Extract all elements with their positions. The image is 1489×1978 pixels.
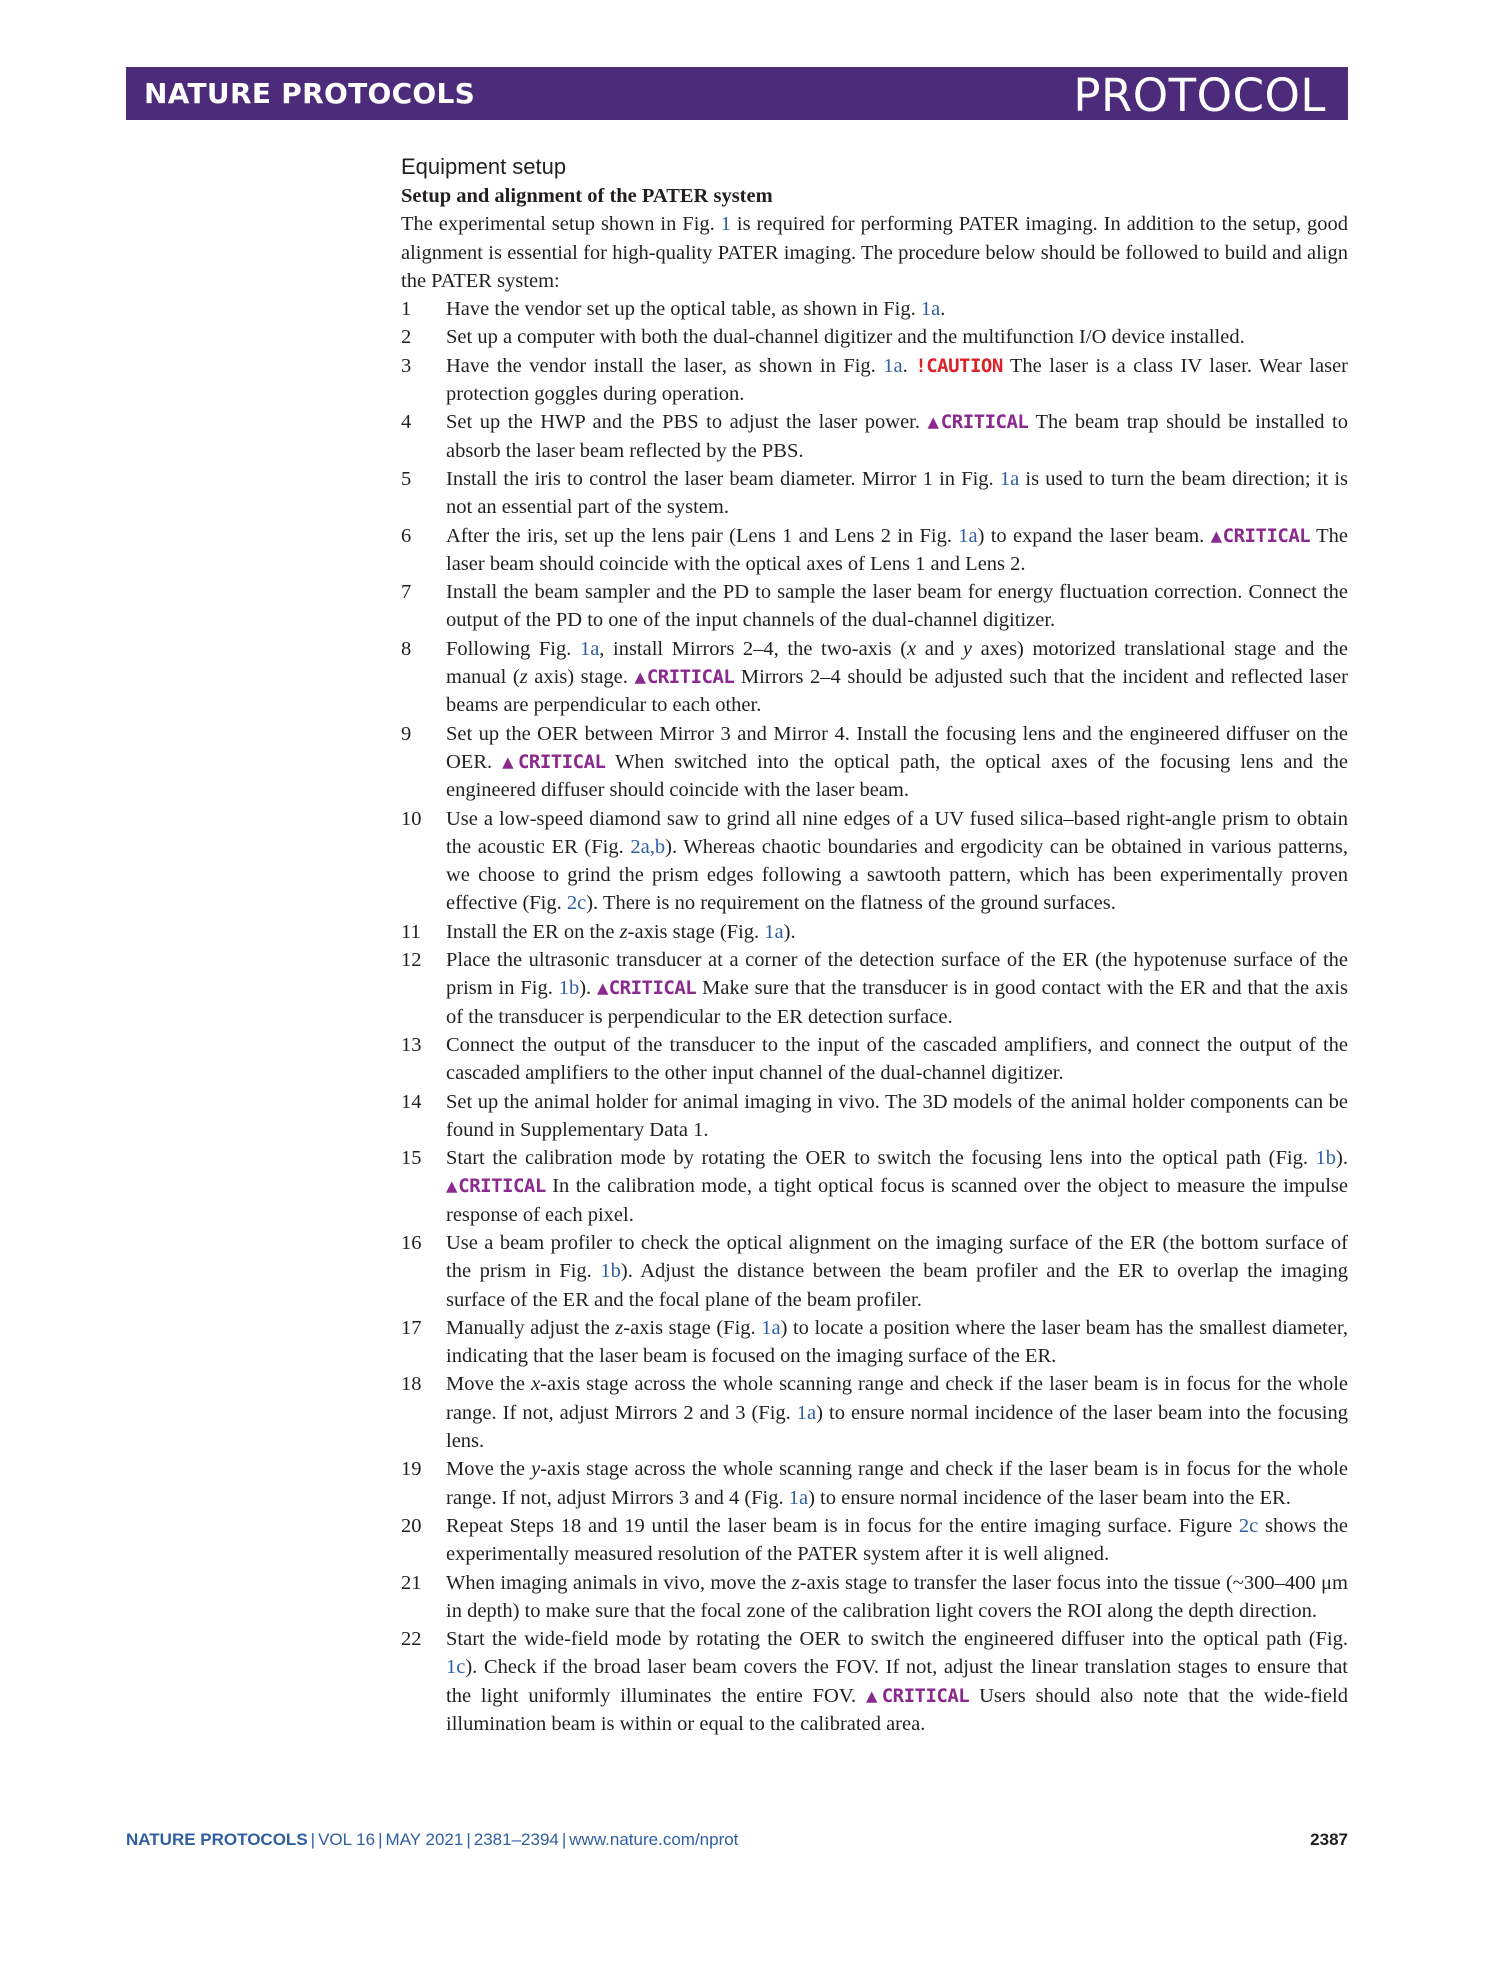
step-text: -axis stage across the whole scanning range and check if the laser beam is in focus for the whole range. If not, adjust Mirrors 3 and 4 (Fig. bbox=[446, 1458, 1348, 1509]
figure-link[interactable]: 1b bbox=[600, 1260, 621, 1283]
journal-banner bbox=[126, 67, 1348, 120]
step-6 bbox=[401, 522, 1348, 579]
step-text: ) to locate a position where the laser beam has the smallest diameter, indicating that the laser beam is focused on the imaging surface of the ER. bbox=[446, 1316, 1348, 1368]
step-text: When switched into the optical path, the optical axes of the focusing lens and the engineered diffuser should coincide with the laser beam. bbox=[446, 750, 1349, 802]
step-text: Have the vendor set up the optical table, as shown in Fig. bbox=[446, 298, 921, 321]
step-11 bbox=[401, 918, 1348, 946]
step-text: axis) stage. bbox=[527, 666, 635, 689]
footer-separator: | bbox=[466, 1830, 471, 1849]
critical-flag: ▲CRITICAL bbox=[1210, 524, 1311, 547]
step-text: When imaging animals in vivo, move the bbox=[446, 1571, 792, 1594]
step-text: The beam trap should be installed to absorb the laser beam reflected by the PBS. bbox=[446, 411, 1348, 462]
step-text: Users should also note that the wide-field illumination beam is within or equal to the calibrated area. bbox=[446, 1684, 1349, 1736]
step-text: ) to ensure normal incidence of the laser beam into the ER. bbox=[808, 1486, 1291, 1509]
step-number: 9 bbox=[401, 722, 412, 745]
step-20 bbox=[401, 1512, 1348, 1569]
step-16 bbox=[401, 1229, 1348, 1314]
critical-flag: ▲CRITICAL bbox=[634, 666, 735, 689]
axis-variable: y bbox=[531, 1458, 541, 1481]
step-text: Install the ER on the bbox=[446, 920, 620, 943]
step-text: The laser is a class IV laser. Wear laser protection goggles during operation. bbox=[446, 354, 1348, 406]
step-13 bbox=[401, 1031, 1348, 1088]
step-1 bbox=[401, 295, 1348, 323]
footer-url-link[interactable]: www.nature.com/nprot bbox=[569, 1830, 739, 1849]
footer-separator: | bbox=[310, 1830, 316, 1849]
step-number: 10 bbox=[401, 807, 422, 830]
step-3 bbox=[401, 352, 1348, 409]
step-9 bbox=[401, 720, 1348, 805]
figure-link[interactable]: 2c bbox=[1238, 1514, 1259, 1537]
main-content bbox=[401, 150, 1348, 1738]
figure-link[interactable]: 1b bbox=[558, 977, 580, 1000]
step-number: 7 bbox=[401, 581, 412, 604]
step-18 bbox=[401, 1370, 1348, 1455]
step-text: In the calibration mode, a tight optical focus is scanned over the object to measure the impulse response of each pixel. bbox=[446, 1175, 1348, 1226]
step-15 bbox=[401, 1144, 1348, 1229]
footer-separator: | bbox=[378, 1830, 383, 1849]
step-text: . bbox=[940, 298, 946, 321]
critical-flag: ▲CRITICAL bbox=[502, 750, 606, 773]
step-2 bbox=[401, 323, 1348, 351]
axis-variable: z bbox=[615, 1316, 624, 1339]
step-text: -axis stage (Fig. bbox=[627, 920, 765, 943]
figure-link[interactable]: 1a bbox=[883, 354, 903, 377]
step-text: Start the wide-field mode by rotating the OER to switch the engineered diffuser into the optical path (Fig. bbox=[446, 1628, 1348, 1651]
step-text: -axis stage (Fig. bbox=[623, 1316, 762, 1339]
step-text: Connect the output of the transducer to the input of the cascaded amplifiers, and connect the output of the cascaded amplifiers to the other input channel of the dual-channel digitizer. bbox=[446, 1033, 1348, 1085]
step-text: Use a beam profiler to check the optical alignment on the imaging surface of the ER (the bottom surface of the prism in Fig. bbox=[446, 1231, 1348, 1283]
step-text: and bbox=[916, 637, 963, 660]
step-number: 1 bbox=[401, 298, 412, 321]
step-text: ). bbox=[579, 977, 598, 1000]
page-footer bbox=[126, 1830, 1348, 1850]
step-10 bbox=[401, 805, 1348, 918]
axis-variable: y bbox=[962, 637, 973, 660]
article-type: PROTOCOL bbox=[1073, 69, 1326, 122]
footer-pages: 2381–2394 bbox=[473, 1830, 559, 1849]
step-text: Install the iris to control the laser beam diameter. Mirror 1 in Fig. bbox=[446, 467, 1000, 490]
step-number: 2 bbox=[401, 326, 412, 349]
journal-name: NATURE PROTOCOLS bbox=[144, 77, 476, 110]
step-number: 16 bbox=[401, 1231, 422, 1254]
intro-text: The experimental setup shown in Fig. bbox=[401, 213, 721, 236]
figure-link[interactable]: 1c bbox=[446, 1656, 466, 1679]
step-text: Set up the OER between Mirror 3 and Mirror 4. Install the focusing lens and the engineered diffuser on the OER. bbox=[446, 722, 1348, 773]
page-number: 2387 bbox=[1310, 1830, 1348, 1849]
step-number: 15 bbox=[401, 1147, 422, 1170]
step-number: 4 bbox=[401, 411, 412, 434]
footer-volume: VOL 16 bbox=[318, 1830, 376, 1849]
step-number: 6 bbox=[401, 524, 412, 547]
step-12 bbox=[401, 946, 1348, 1031]
figure-link[interactable]: 1a bbox=[579, 637, 600, 660]
step-22 bbox=[401, 1625, 1348, 1738]
step-text: After the iris, set up the lens pair (Lens 1 and Lens 2 in Fig. bbox=[446, 524, 959, 547]
step-text: ) to expand the laser beam. bbox=[977, 524, 1211, 547]
axis-variable: z bbox=[619, 920, 628, 943]
step-text: ). Check if the broad laser beam covers the FOV. If not, adjust the linear translation stages to ensure that the light uniformly illuminates the entire FOV. bbox=[446, 1656, 1348, 1707]
step-number: 18 bbox=[401, 1373, 422, 1396]
intro-paragraph bbox=[401, 210, 1348, 295]
step-text: , install Mirrors 2–4, the two-axis ( bbox=[599, 637, 908, 660]
critical-flag: ▲CRITICAL bbox=[927, 411, 1029, 434]
step-text: Make sure that the transducer is in good contact with the ER and that the axis of the transducer is perpendicular to the ER detection surface. bbox=[446, 977, 1349, 1028]
step-4 bbox=[401, 408, 1348, 465]
step-8 bbox=[401, 635, 1348, 720]
footer-separator: | bbox=[561, 1830, 567, 1849]
critical-flag: ▲CRITICAL bbox=[597, 977, 697, 1000]
step-17 bbox=[401, 1314, 1348, 1371]
step-text: ). Whereas chaotic boundaries and ergodicity can be obtained in various patterns, we choose to grind the prism edges following a sawtooth pattern, which has been experimentally proven effective (Fig. bbox=[446, 835, 1348, 915]
axis-variable: z bbox=[791, 1571, 800, 1594]
caution-flag: !CAUTION bbox=[915, 354, 1003, 377]
step-text: Mirrors 2–4 should be adjusted such that the incident and reflected laser beams are perpendicular to each other. bbox=[446, 666, 1348, 717]
figure-link[interactable]: 1a bbox=[764, 920, 784, 943]
step-text: ). bbox=[1336, 1147, 1348, 1170]
footer-journal: NATURE PROTOCOLS bbox=[126, 1830, 308, 1849]
step-text: ). bbox=[783, 920, 796, 943]
step-text: ). Adjust the distance between the beam profiler and the ER to overlap the imaging surface of the ER and the focal plane of the beam profiler. bbox=[446, 1260, 1348, 1311]
step-number: 8 bbox=[401, 637, 412, 660]
step-number: 14 bbox=[401, 1090, 422, 1113]
step-number: 22 bbox=[401, 1628, 422, 1651]
step-text: . bbox=[902, 354, 916, 377]
section-title: Equipment setup bbox=[401, 154, 567, 179]
step-text: Move the bbox=[446, 1458, 532, 1481]
step-number: 13 bbox=[401, 1033, 422, 1056]
step-number: 11 bbox=[401, 920, 421, 943]
step-number: 5 bbox=[401, 467, 412, 490]
critical-flag: ▲CRITICAL bbox=[866, 1684, 970, 1707]
axis-variable: z bbox=[519, 666, 528, 689]
figure-link[interactable]: 1b bbox=[1315, 1147, 1337, 1170]
intro-text: is required for performing PATER imaging. In addition to the setup, good alignment is essential for high-quality PATER imaging. The procedure below should be followed to build and align the PATER system: bbox=[401, 213, 1348, 292]
figure-link[interactable]: 1a bbox=[788, 1486, 809, 1509]
step-text: Set up the HWP and the PBS to adjust the laser power. bbox=[446, 411, 928, 434]
step-5 bbox=[401, 465, 1348, 522]
figure-link[interactable]: 2c bbox=[566, 892, 587, 915]
figure-link[interactable]: 1a bbox=[761, 1316, 781, 1339]
step-number: 21 bbox=[401, 1571, 422, 1594]
step-text: axes) motorized translational stage and the manual ( bbox=[446, 637, 1348, 689]
figure-link[interactable]: 1a bbox=[920, 298, 941, 321]
step-text: Have the vendor install the laser, as shown in Fig. bbox=[446, 354, 884, 377]
step-21 bbox=[401, 1569, 1348, 1626]
step-text: Use a low-speed diamond saw to grind all nine edges of a UV fused silica–based right-angle prism to obtain the acoustic ER (Fig. bbox=[446, 807, 1348, 858]
step-text: Install the beam sampler and the PD to sample the laser beam for energy fluctuation correction. Connect the output of the PD to one of the input channels of the dual-channel digitizer. bbox=[446, 581, 1348, 632]
step-text: Move the bbox=[446, 1373, 532, 1396]
step-text: -axis stage across the whole scanning range and check if the laser beam is in focus for the whole range. If not, adjust Mirrors 2 and 3 (Fig. bbox=[446, 1373, 1348, 1424]
step-text: The laser beam should coincide with the optical axes of Lens 1 and Lens 2. bbox=[446, 524, 1348, 575]
step-text: Place the ultrasonic transducer at a corner of the detection surface of the ER (the hypotenuse surface of the prism in Fig. bbox=[446, 949, 1348, 1000]
axis-variable: x bbox=[531, 1373, 541, 1396]
step-number: 20 bbox=[401, 1514, 422, 1537]
step-text: Manually adjust the bbox=[446, 1316, 616, 1339]
step-text: is used to turn the beam direction; it is not an essential part of the system. bbox=[446, 467, 1348, 519]
step-text: Start the calibration mode by rotating the OER to switch the focusing lens into the optical path (Fig. bbox=[446, 1147, 1316, 1170]
axis-variable: x bbox=[907, 637, 917, 660]
figure-link[interactable]: 1a bbox=[796, 1401, 817, 1424]
step-number: 12 bbox=[401, 949, 422, 972]
step-7 bbox=[401, 578, 1348, 635]
figure-link[interactable]: 1a bbox=[999, 467, 1020, 490]
step-text: ) to ensure normal incidence of the laser beam into the focusing lens. bbox=[446, 1401, 1348, 1453]
figure-link[interactable]: 2a,b bbox=[630, 835, 666, 858]
critical-flag: ▲CRITICAL bbox=[446, 1175, 546, 1198]
step-text: Repeat Steps 18 and 19 until the laser beam is in focus for the entire imaging surface. Figure bbox=[446, 1514, 1239, 1537]
step-number: 3 bbox=[401, 354, 412, 377]
step-number: 19 bbox=[401, 1458, 422, 1481]
footer-date: MAY 2021 bbox=[385, 1830, 464, 1849]
step-text: Following Fig. bbox=[446, 637, 580, 660]
figure-link[interactable]: 1 bbox=[720, 213, 731, 236]
step-text: -axis stage to transfer the laser focus into the tissue (~300–400 μm in depth) to make sure that the focal zone of the calibration light covers the ROI along the depth direction. bbox=[446, 1571, 1348, 1622]
step-14 bbox=[401, 1088, 1348, 1145]
figure-link[interactable]: 1a bbox=[958, 524, 978, 547]
section-subtitle: Setup and alignment of the PATER system bbox=[401, 185, 773, 207]
procedure-steps bbox=[401, 295, 1348, 1738]
step-text: Set up the animal holder for animal imaging in vivo. The 3D models of the animal holder components can be found in Supplementary Data 1. bbox=[446, 1090, 1348, 1141]
step-text: Set up a computer with both the dual-channel digitizer and the multifunction I/O device installed. bbox=[446, 326, 1245, 349]
step-19 bbox=[401, 1455, 1348, 1512]
step-text: shows the experimentally measured resolution of the PATER system after it is well aligned. bbox=[446, 1514, 1348, 1566]
step-text: ). There is no requirement on the flatness of the ground surfaces. bbox=[586, 892, 1116, 915]
step-number: 17 bbox=[401, 1316, 422, 1339]
